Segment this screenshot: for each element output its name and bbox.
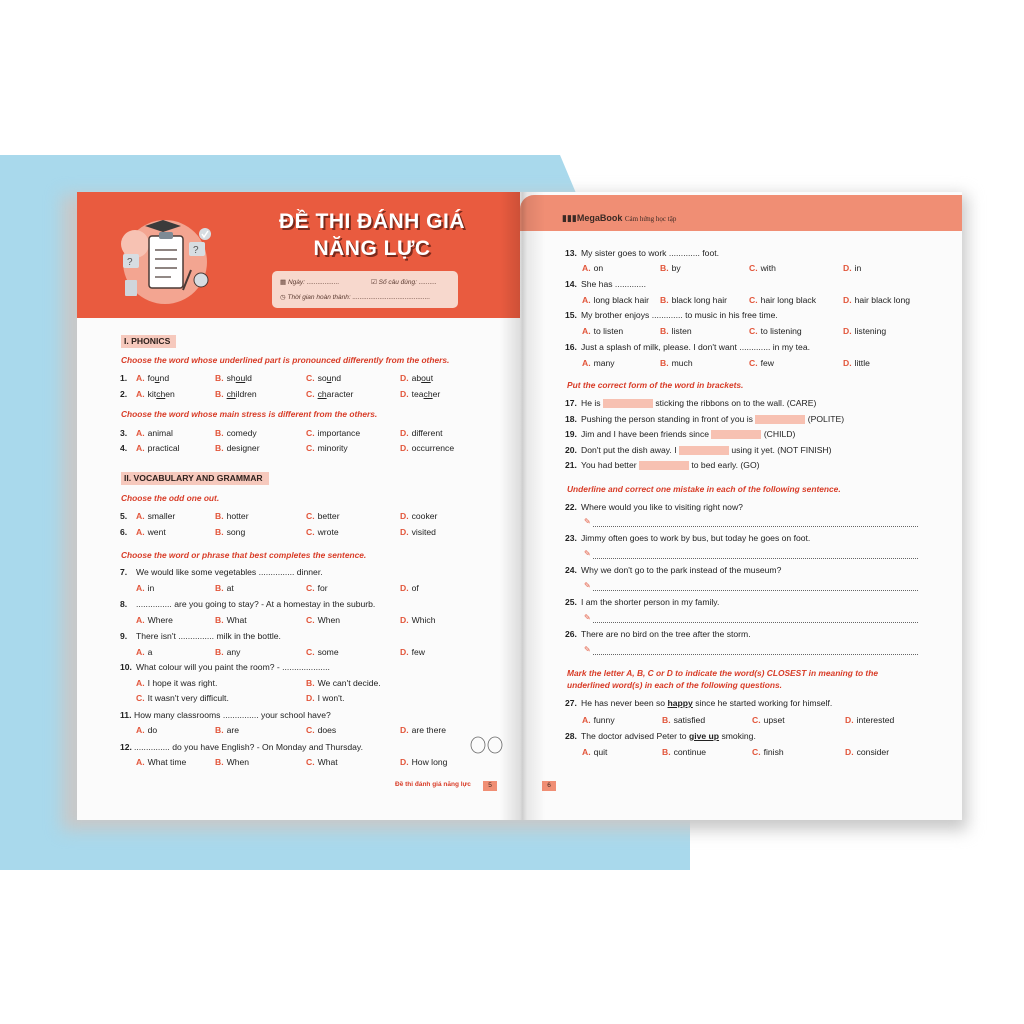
- pencil-icon: ✎: [584, 517, 591, 526]
- info-box: [272, 271, 458, 308]
- question-number: 18.: [565, 414, 577, 424]
- option-b: B. hotter: [215, 511, 249, 521]
- option-a: A. a: [136, 647, 153, 657]
- option-c: C. finish: [752, 747, 784, 757]
- option-a: A. animal: [136, 428, 173, 438]
- option-a: A. long black hair: [582, 295, 650, 305]
- question-number: 15.: [565, 310, 577, 320]
- option-b: B. much: [660, 358, 693, 368]
- question-number: 26.: [565, 629, 577, 639]
- option-d: D. of: [400, 583, 419, 593]
- question-number: 23.: [565, 533, 577, 543]
- option-b: B. We can't decide.: [306, 678, 381, 688]
- question-text: Where would you like to visiting right now?: [581, 502, 743, 512]
- question-text: Jim and I have been friends since (CHILD): [581, 429, 796, 439]
- section-vocabulary: II. VOCABULARY AND GRAMMAR: [121, 472, 269, 485]
- question-number: 10.: [120, 662, 132, 672]
- option-c: C. wrote: [306, 527, 339, 537]
- option-c: C. to listening: [749, 326, 802, 336]
- option-c: C. better: [306, 511, 340, 521]
- option-d: D. few: [400, 647, 425, 657]
- option-d: D. consider: [845, 747, 890, 757]
- option-c: C. upset: [752, 715, 785, 725]
- pencil-icon: ✎: [584, 549, 591, 558]
- question-number: 12.: [120, 742, 132, 752]
- option-b: B. song: [215, 527, 246, 537]
- option-a: A. in: [136, 583, 155, 593]
- answer-line: [593, 582, 918, 591]
- question-text: She has .............: [581, 279, 646, 289]
- option-a: A. on: [582, 263, 604, 273]
- instruction-underline: Choose the word whose underlined part is pronounced differently from the others.: [121, 355, 450, 365]
- question-text: He is sticking the ribbons on to the wall. (CARE): [581, 398, 817, 408]
- pencil-icon: ✎: [584, 581, 591, 590]
- question-text: Just a splash of milk, please. I don't want ............. in my tea.: [581, 342, 810, 352]
- instruction-stress: Choose the word whose main stress is different from the others.: [121, 409, 378, 419]
- question-number: 14.: [565, 279, 577, 289]
- question-text: Don't put the dish away. I using it yet. (NOT FINISH): [581, 445, 832, 455]
- option-b: B. When: [215, 757, 250, 767]
- option-d: D. How long: [400, 757, 448, 767]
- question-text: He has never been so happy since he started working for himself.: [581, 698, 833, 708]
- answer-line: [593, 646, 918, 655]
- question-number: 3.: [120, 428, 128, 438]
- option-a: A. smaller: [136, 511, 176, 521]
- question-number: 11.: [120, 710, 132, 720]
- right-page-header: [520, 195, 962, 231]
- option-d: D. hair black long: [843, 295, 911, 305]
- option-a: A. to listen: [582, 326, 624, 336]
- option-d: D. different: [400, 428, 443, 438]
- option-d: D. visited: [400, 527, 436, 537]
- option-a: A. funny: [582, 715, 615, 725]
- answer-blank: [603, 399, 653, 408]
- option-b: B. are: [215, 725, 240, 735]
- option-c: C. some: [306, 647, 339, 657]
- option-b: B. listen: [660, 326, 692, 336]
- option-b: B. continue: [662, 747, 707, 757]
- question-number: 8.: [120, 599, 128, 609]
- answer-blank: [679, 446, 729, 455]
- question-text: Pushing the person standing in front of you is (POLITE): [581, 414, 845, 424]
- answer-line: [593, 550, 918, 559]
- question-text: Why we don't go to the park instead of the museum?: [581, 565, 782, 575]
- answer-blank: [711, 430, 761, 439]
- option-b: B. children: [215, 389, 257, 399]
- question-number: 1.: [120, 373, 128, 383]
- answer-blank: [755, 415, 805, 424]
- title-line-2: NĂNG LỰC: [313, 237, 431, 260]
- instruction-word-form: Put the correct form of the word in brackets.: [567, 380, 744, 390]
- option-c: C. It wasn't very difficult.: [136, 693, 229, 703]
- question-text: There isn't ............... milk in the bottle.: [136, 631, 281, 641]
- answer-line: [593, 614, 918, 623]
- option-b: B. What: [215, 615, 247, 625]
- page-title: [247, 208, 497, 262]
- option-b: B. any: [215, 647, 241, 657]
- option-c: C. minority: [306, 443, 348, 453]
- answer-line: [593, 518, 918, 527]
- question-number: 17.: [565, 398, 577, 408]
- question-number: 4.: [120, 443, 128, 453]
- eggs-doodle-icon: [469, 735, 505, 755]
- left-page-header: [77, 192, 520, 318]
- option-d: D. occurrence: [400, 443, 455, 453]
- footer-title: Đề thi đánh giá năng lực: [395, 781, 471, 788]
- brand-name: MegaBook: [576, 213, 623, 223]
- option-d: D. in: [843, 263, 862, 273]
- question-text: There are no bird on the tree after the storm.: [581, 629, 751, 639]
- left-page: [77, 192, 520, 820]
- pencil-icon: ✎: [584, 645, 591, 654]
- date-field: ▦ Ngày: ..................: [280, 279, 340, 286]
- option-b: B. should: [215, 373, 252, 383]
- section-phonics: I. PHONICS: [121, 335, 176, 348]
- question-number: 28.: [565, 731, 577, 741]
- page-number-right: 6: [542, 781, 556, 791]
- option-c: C. What: [306, 757, 338, 767]
- question-text: What colour will you paint the room? - ....................: [136, 662, 330, 672]
- option-b: B. black long hair: [660, 295, 728, 305]
- option-c: C. hair long black: [749, 295, 817, 305]
- option-a: A. What time: [136, 757, 187, 767]
- question-text: ............... are you going to stay? - At a homestay in the suburb.: [136, 599, 376, 609]
- instruction-closest-line-1: Mark the letter A, B, C or D to indicate the word(s) CLOSEST in meaning to the: [567, 668, 878, 678]
- question-number: 9.: [120, 631, 128, 641]
- option-a: A. do: [136, 725, 158, 735]
- completion-time-label: Thời gian hoàn thành: ...........................................: [287, 294, 431, 301]
- option-b: B. comedy: [215, 428, 257, 438]
- option-b: B. designer: [215, 443, 260, 453]
- option-d: D. Which: [400, 615, 436, 625]
- question-text: Jimmy often goes to work by bus, but today he goes on foot.: [581, 533, 811, 543]
- instruction-odd: Choose the odd one out.: [121, 493, 220, 503]
- instruction-closest-line-2: underlined word(s) in each of the following questions.: [567, 680, 782, 690]
- question-number: 5.: [120, 511, 128, 521]
- question-text: We would like some vegetables ............... dinner.: [136, 567, 323, 577]
- option-a: A. many: [582, 358, 615, 368]
- page-number-left: 5: [483, 781, 497, 791]
- option-a: A. kitchen: [136, 389, 175, 399]
- option-a: A. I hope it was right.: [136, 678, 218, 688]
- option-c: C. does: [306, 725, 337, 735]
- pencil-icon: ✎: [584, 613, 591, 622]
- question-number: 6.: [120, 527, 128, 537]
- instruction-mistake: Underline and correct one mistake in each of the following sentence.: [567, 484, 841, 494]
- option-c: C. for: [306, 583, 328, 593]
- option-d: D. about: [400, 373, 434, 383]
- question-text: You had better to bed early. (GO): [581, 460, 760, 470]
- option-d: D. listening: [843, 326, 887, 336]
- option-c: C. with: [749, 263, 776, 273]
- date-label: Ngày: ..................: [287, 279, 340, 286]
- question-number: 22.: [565, 502, 577, 512]
- option-b: B. by: [660, 263, 681, 273]
- question-text: ............... do you have English? - On Monday and Thursday.: [134, 742, 363, 752]
- question-text: My brother enjoys ............. to music in his free time.: [581, 310, 778, 320]
- option-a: A. went: [136, 527, 166, 537]
- brand-bars-icon: ▮▮▮: [562, 213, 577, 223]
- svg-text:?: ?: [193, 245, 199, 256]
- correct-count-field: ☑ Số câu đúng: ..........: [371, 279, 437, 286]
- question-number: 19.: [565, 429, 577, 439]
- brand-logo: [562, 213, 676, 224]
- exam-clipboard-illustration-icon: [105, 214, 225, 306]
- question-text: I am the shorter person in my family.: [581, 597, 720, 607]
- correct-count-label: Số câu đúng: ..........: [378, 279, 437, 286]
- option-d: D. little: [843, 358, 870, 368]
- option-d: D. cooker: [400, 511, 438, 521]
- option-b: B. at: [215, 583, 234, 593]
- question-number: 20.: [565, 445, 577, 455]
- right-page: [520, 192, 962, 820]
- option-d: D. interested: [845, 715, 895, 725]
- instruction-complete: Choose the word or phrase that best completes the sentence.: [121, 550, 367, 560]
- option-a: A. quit: [582, 747, 608, 757]
- brand-tagline: Cảm hứng học tập: [624, 215, 677, 223]
- option-d: D. I won't.: [306, 693, 345, 703]
- question-number: 16.: [565, 342, 577, 352]
- question-number: 24.: [565, 565, 577, 575]
- question-text: My sister goes to work ............. foot.: [581, 248, 720, 258]
- answer-blank: [639, 461, 689, 470]
- option-a: A. found: [136, 373, 170, 383]
- option-b: B. satisfied: [662, 715, 706, 725]
- question-text: The doctor advised Peter to give up smoking.: [581, 731, 756, 741]
- option-c: C. few: [749, 358, 774, 368]
- question-number: 13.: [565, 248, 577, 258]
- option-c: C. character: [306, 389, 354, 399]
- question-text: How many classrooms ............... your school have?: [134, 710, 331, 720]
- title-line-1: ĐỀ THI ĐÁNH GIÁ: [279, 210, 465, 233]
- completion-time-field: ◷ Thời gian hoàn thành: ...........................................: [280, 294, 431, 301]
- question-number: 27.: [565, 698, 577, 708]
- question-number: 21.: [565, 460, 577, 470]
- option-d: D. are there: [400, 725, 446, 735]
- question-number: 2.: [120, 389, 128, 399]
- question-number: 7.: [120, 567, 128, 577]
- question-number: 25.: [565, 597, 577, 607]
- option-a: A. practical: [136, 443, 180, 453]
- option-c: C. When: [306, 615, 341, 625]
- option-c: C. importance: [306, 428, 361, 438]
- option-a: A. Where: [136, 615, 173, 625]
- svg-text:?: ?: [127, 257, 133, 268]
- option-c: C. sound: [306, 373, 342, 383]
- option-d: D. teacher: [400, 389, 441, 399]
